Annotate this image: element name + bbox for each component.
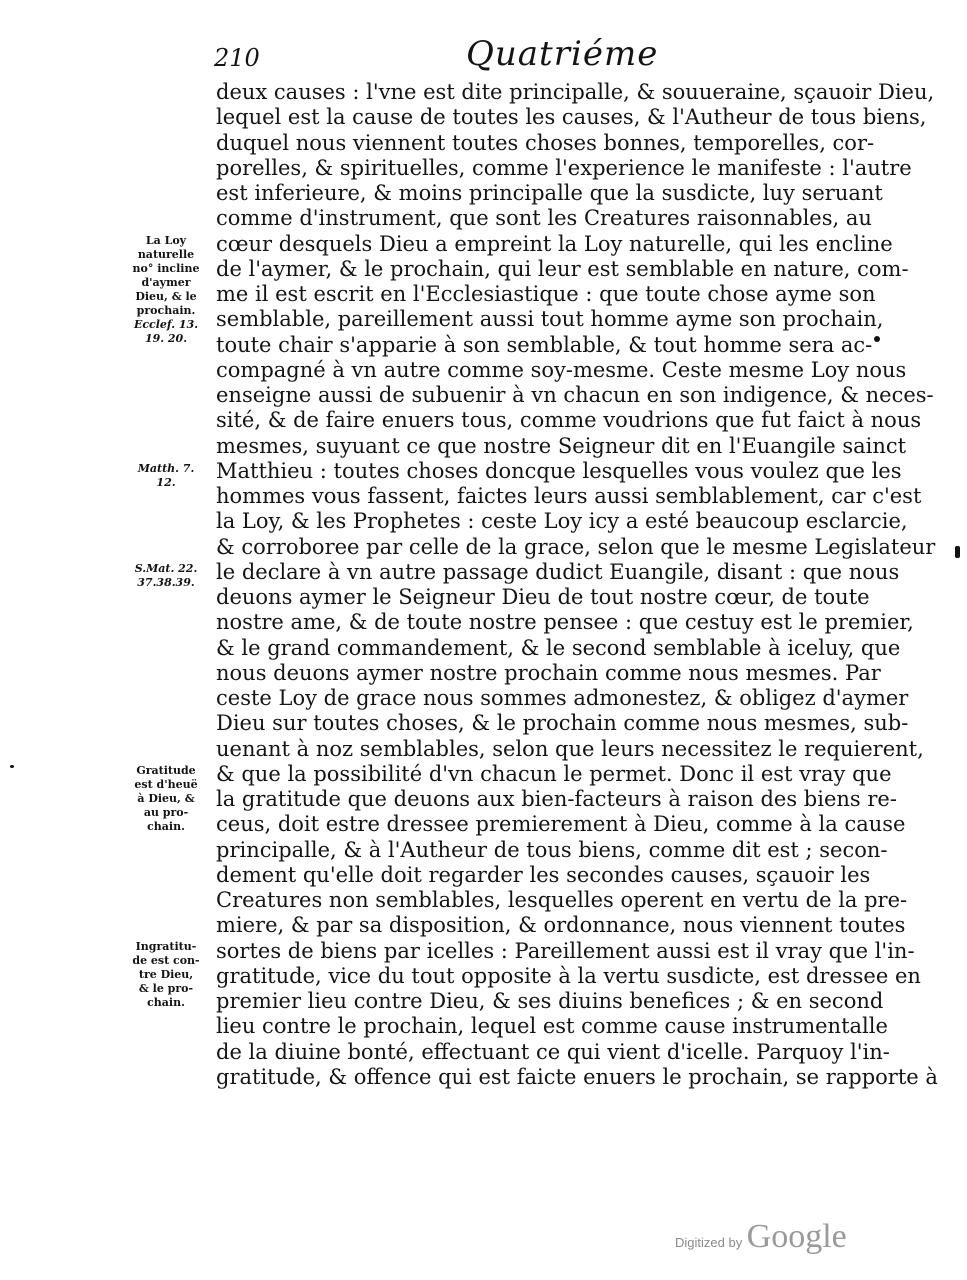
body-line: duquel nous viennent toutes choses bonnes, temporelles, cor- — [216, 130, 875, 155]
body-line: Creatures non semblables, lesquelles operent en vertu de la pre- — [216, 888, 908, 912]
margin-note-line: prochain. — [136, 304, 196, 317]
margin-note-line: est d'heuë — [134, 778, 198, 791]
margin-note-line: chain. — [147, 820, 185, 833]
body-line: deux causes : l'vne est dite principalle, & souueraine, sçauoir Dieu, — [216, 80, 935, 104]
body-line: Dieu sur toutes choses, & le prochain comme nous mesmes, sub- — [216, 711, 909, 736]
body-line: gratitude, vice du tout opposite à la vertu susdicte, est dressee en — [216, 963, 921, 988]
body-line: dement qu'elle doit regarder les secondes causes, sçauoir les — [216, 862, 871, 887]
margin-note-reference: 37.38.39. — [137, 576, 195, 589]
body-line: lequel est la cause de toutes les causes, & l'Autheur de tous biens, — [216, 105, 927, 130]
body-line: porelles, & spirituelles, comme l'experience le manifeste : l'autre — [216, 155, 912, 180]
body-line: miere, & par sa disposition, & ordonnance, nous viennent toutes — [216, 913, 906, 938]
margin-note-s-mat-22 — [126, 562, 206, 590]
margin-note-line: à Dieu, & — [137, 792, 195, 805]
margin-note-line: au pro- — [143, 806, 189, 819]
margin-note-reference: S.Mat. 22. — [134, 562, 198, 575]
body-line: est inferieure, & moins principalle que la susdicte, luy seruant — [216, 181, 883, 205]
body-line: cœur desquels Dieu a empreint la Loy naturelle, qui les encline — [216, 231, 893, 256]
body-line: compagné à vn autre comme soy-mesme. Ceste mesme Loy nous — [216, 357, 907, 382]
margin-note-reference: Matth. 7. — [137, 462, 195, 475]
body-line: le declare à vn autre passage dudict Euangile, disant : que nous — [216, 559, 900, 584]
body-line: nostre ame, & de toute nostre pensee : que cestuy est le premier, — [216, 610, 914, 635]
body-line: me il est escrit en l'Ecclesiastique : que toute chose ayme son — [216, 282, 876, 306]
body-line: comme d'instrument, que sont les Creatures raisonnables, au — [216, 206, 872, 231]
margin-note-reference: 19. 20. — [144, 332, 188, 345]
margin-note-line: tre Dieu, — [138, 968, 194, 981]
body-line: la Loy, & les Prophetes : ceste Loy icy a esté beaucoup esclarcie, — [216, 509, 908, 534]
margin-note-gratitude — [126, 764, 206, 834]
body-line: semblable, pareillement aussi tout homme ayme son prochain, — [216, 307, 884, 332]
body-line: & que la possibilité d'vn chacun le permet. Donc il est vray que — [216, 761, 892, 786]
body-line: la gratitude que deuons aux bien-facteurs à raison des biens re- — [216, 787, 897, 811]
margin-note-line: naturelle — [137, 248, 195, 261]
margin-note-line: La Loy — [145, 234, 187, 247]
body-line: nous deuons aymer nostre prochain comme nous mesmes. Par — [216, 660, 881, 685]
body-line: de la diuine bonté, effectuant ce qui vient d'icelle. Parquoy l'in- — [216, 1039, 890, 1064]
margin-note-ingratitude — [126, 940, 206, 1010]
body-line: premier lieu contre Dieu, & ses diuins benefices ; & en second — [216, 989, 884, 1013]
page-number: 210 — [214, 44, 260, 72]
body-line: lieu contre le prochain, lequel est comme cause instrumentalle — [216, 1014, 888, 1039]
ink-speck — [955, 546, 960, 558]
margin-note-reference: Ecclef. 13. — [133, 318, 199, 331]
body-line: & le grand commandement, & le second semblable à iceluy, que — [216, 635, 901, 660]
body-line: Matthieu : toutes choses doncque lesquelles vous voulez que les — [216, 458, 902, 483]
body-line: gratitude, & offence qui est faicte enuers le prochain, se rapporte à — [216, 1064, 938, 1089]
margin-note-line: no° incline — [132, 262, 200, 275]
body-line: deuons aymer le Seigneur Dieu de tout nostre cœur, de toute — [216, 585, 870, 609]
body-line: toute chair s'apparie à son semblable, & tout homme sera ac- — [216, 332, 873, 357]
digitized-label: Digitized by — [675, 1235, 743, 1250]
margin-note-loy-naturelle — [126, 234, 206, 346]
margin-note-line: Gratitude — [136, 764, 196, 777]
ink-speck — [10, 765, 14, 768]
margin-note-line: & le pro- — [138, 982, 194, 995]
margin-note-line: de est con- — [132, 954, 200, 967]
digitized-by-footer — [675, 1218, 847, 1256]
body-line: enseigne aussi de subuenir à vn chacun en son indigence, & neces- — [216, 383, 934, 407]
body-line: & corroboree par celle de la grace, selon que le mesme Legislateur — [216, 534, 936, 559]
body-line: uenant à noz semblables, selon que leurs necessitez le requierent, — [216, 736, 924, 761]
body-line: principalle, & à l'Autheur de tous biens, comme dit est ; secon- — [216, 837, 888, 862]
body-line: mesmes, suyuant ce que nostre Seigneur dit en l'Euangile sainct — [216, 433, 907, 458]
ink-speck — [874, 336, 880, 342]
running-head: Quatriéme — [466, 34, 659, 74]
margin-note-line: Ingratitu- — [135, 940, 197, 953]
body-line: ceus, doit estre dressee premierement à Dieu, comme à la cause — [216, 812, 906, 837]
margin-note-matth-7 — [126, 462, 206, 490]
body-line: sortes de biens par icelles : Pareillement aussi est il vray que l'in- — [216, 938, 915, 963]
body-line: de l'aymer, & le prochain, qui leur est semblable en nature, com- — [216, 256, 909, 281]
margin-note-reference: 12. — [156, 476, 176, 489]
google-logo: Google — [746, 1218, 847, 1255]
body-line: hommes vous fassent, faictes leurs aussi semblablement, car c'est — [216, 484, 922, 508]
margin-note-line: Dieu, & le — [135, 290, 197, 303]
body-line: ceste Loy de grace nous sommes admonestez, & obligez d'aymer — [216, 686, 909, 710]
body-line: sité, & de faire enuers tous, comme voudrions que fut faict à nous — [216, 408, 922, 433]
margin-note-line: d'aymer — [141, 276, 191, 289]
margin-note-line: chain. — [147, 996, 185, 1009]
